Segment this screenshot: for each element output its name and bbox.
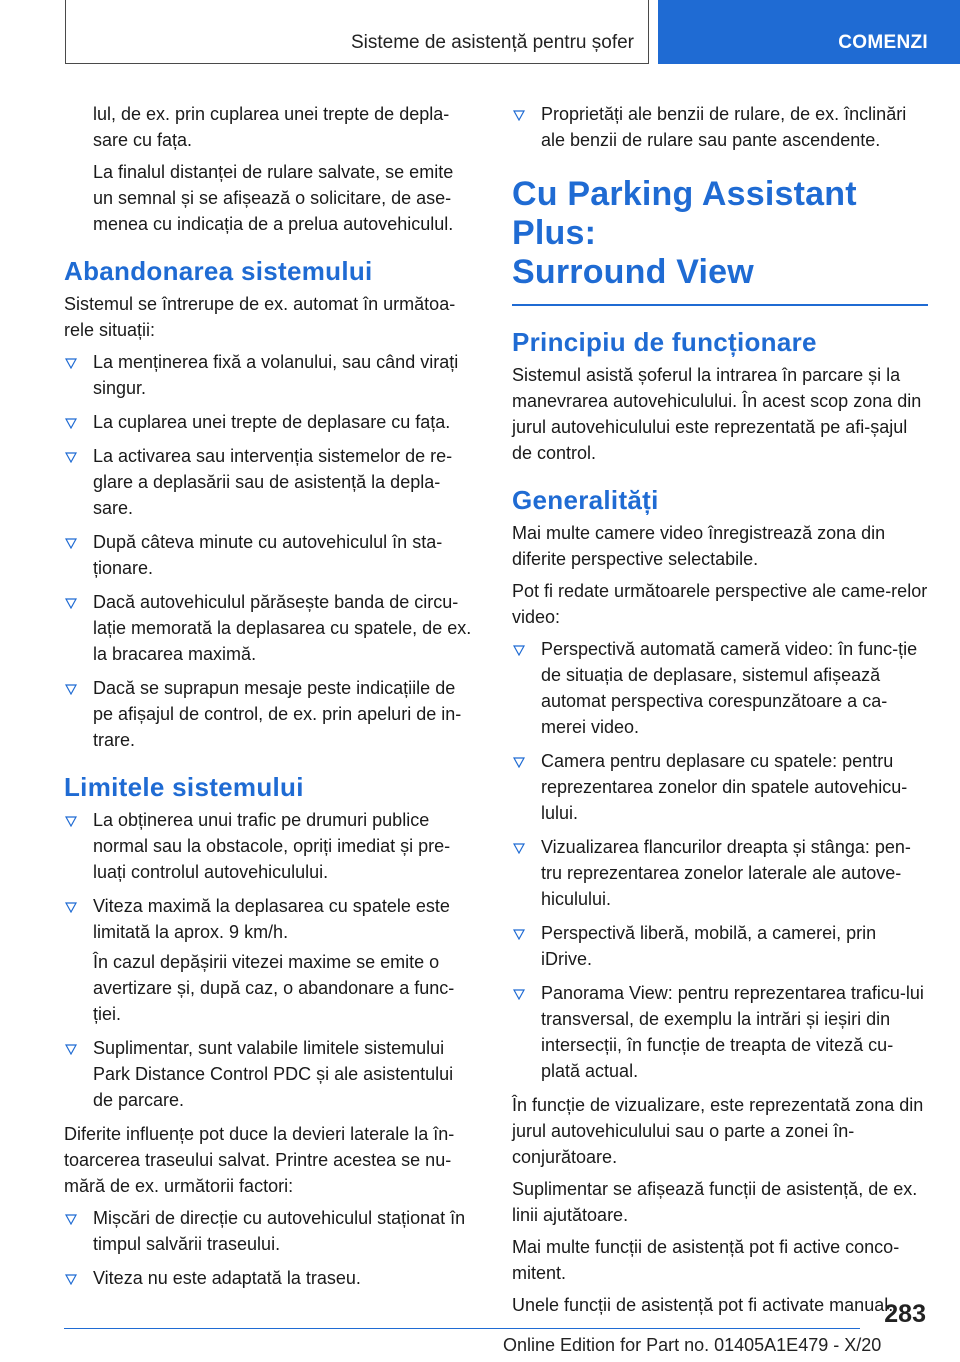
triangle-bullet-icon (513, 928, 525, 940)
list-item: Dacă se suprapun mesaje peste indicațiile de pe afișajul de control, de ex. prin apeluri de in-trare. (64, 675, 478, 753)
list-item: Panorama View: pentru reprezentarea traficu-lui transversal, de exemplu la intrări și ieșiri din intersecții, în funcție de treapta de viteză cu-plată actual. (512, 980, 928, 1084)
body-paragraph: Mai multe camere video înregistrează zona din diferite perspective selectabile. (512, 522, 886, 569)
body-paragraph: Diferite influențe pot duce la devieri laterale la în-toarcerea traseului salvat. Printre acestea se nu-mără de ex. următorii factori: (64, 1124, 455, 1196)
body-paragraph: Sistemul se întrerupe de ex. automat în următoa-rele situații: (64, 294, 456, 340)
bullet-list-continued (512, 101, 928, 153)
body-paragraph: În funcție de vizualizare, este reprezentată zona din jurul autovehiculului sau o parte a zonei în-conjurătoare. (512, 1094, 924, 1167)
header-section-box (65, 0, 649, 64)
triangle-bullet-icon (65, 1043, 77, 1055)
bullet-list-abandon (64, 349, 478, 753)
section-heading-abandon: Abandonarea sistemului (64, 256, 373, 286)
body-paragraph: Pot fi redate următoarele perspective ale came-relor video: (512, 580, 928, 627)
triangle-bullet-icon (65, 451, 77, 463)
list-item: Perspectivă liberă, mobilă, a camerei, prin iDrive. (512, 920, 928, 972)
header-tab-label: COMENZI (838, 32, 928, 53)
header-tab-comenzi[interactable] (658, 0, 960, 64)
body-paragraph: Sistemul asistă șoferul la intrarea în parcare și la manevrarea autovehiculului. În acest scop zona din jurul autovehiculului este reprezentată pe afi-șajul de control. (512, 364, 922, 463)
section-heading-principle: Principiu de funcționare (512, 326, 817, 357)
list-item: La menținerea fixă a volanului, sau când virați singur. (64, 349, 478, 401)
triangle-bullet-icon (513, 644, 525, 656)
list-item: Viteza nu este adaptată la traseu. (64, 1265, 478, 1291)
left-column (64, 101, 478, 1299)
triangle-bullet-icon (513, 842, 525, 854)
right-column (512, 101, 928, 1324)
footer-divider (64, 1328, 860, 1329)
list-item: Dacă autovehiculul părăsește banda de circu-lație memorată la deplasarea cu spatele, de ex. la bracarea maximă. (64, 589, 478, 667)
bullet-list-deviations (64, 1205, 478, 1291)
triangle-bullet-icon (513, 756, 525, 768)
body-paragraph: Suplimentar se afișează funcții de asistență, de ex. linii ajutătoare. (512, 1178, 918, 1225)
triangle-bullet-icon (65, 417, 77, 429)
intro-paragraph: La finalul distanței de rulare salvate, se emite un semnal și se afișează o solicitare, de ase-menea cu indicația de a prelua autovehiculul. (93, 162, 454, 234)
triangle-bullet-icon (65, 815, 77, 827)
list-item: Suplimentar, sunt valabile limitele sistemului Park Distance Control PDC și ale asistentului de parcare. (64, 1035, 478, 1113)
title-divider (512, 304, 928, 306)
page-number: 283 (884, 1300, 926, 1328)
triangle-bullet-icon (513, 988, 525, 1000)
bullet-list-limits (64, 807, 478, 1113)
list-item: Proprietăți ale benzii de rulare, de ex. înclinări ale benzii de rulare sau pante ascendente. (512, 101, 928, 153)
list-item: Mișcări de direcție cu autovehiculul staționat în timpul salvării traseului. (64, 1205, 478, 1257)
list-item: La cuplarea unei trepte de deplasare cu fața. (64, 409, 478, 435)
triangle-bullet-icon (65, 357, 77, 369)
triangle-bullet-icon (65, 1273, 77, 1285)
list-item: Perspectivă automată cameră video: în func-ție de situația de deplasare, sistemul afișează automat perspectiva corespunzătoare a ca-merei video. (512, 636, 928, 740)
list-item: Camera pentru deplasare cu spatele: pentru reprezentarea zonelor din spatele autovehicu-lului. (512, 748, 928, 826)
body-paragraph: Unele funcții de asistență pot fi activate manual. (512, 1294, 894, 1315)
triangle-bullet-icon (65, 901, 77, 913)
triangle-bullet-icon (65, 1213, 77, 1225)
section-heading-general: Generalități (512, 484, 659, 515)
list-item: După câteva minute cu autovehiculul în sta-ționare. (64, 529, 478, 581)
list-item: Vizualizarea flancurilor dreapta și stânga: pen-tru reprezentarea zonelor laterale ale autove-hiculului. (512, 834, 928, 912)
triangle-bullet-icon (513, 109, 525, 121)
chapter-title: Cu Parking Assistant Plus: Surround View (512, 175, 857, 291)
triangle-bullet-icon (65, 683, 77, 695)
header-section-title: Sisteme de asistență pentru șofer (350, 32, 634, 53)
list-item: La obținerea unui trafic pe drumuri publice normal sau la obstacole, opriți imediat și pre-luați controlul autovehiculului. (64, 807, 478, 885)
body-paragraph: Mai multe funcții de asistență pot fi active conco-mitent. (512, 1236, 900, 1283)
section-heading-limits: Limitele sistemului (64, 772, 304, 802)
triangle-bullet-icon (65, 597, 77, 609)
list-item: La activarea sau intervenția sistemelor de re-glare a deplasării sau de asistență la depla-sare. (64, 443, 478, 521)
bullet-list-perspectives (512, 636, 928, 1084)
list-item-subparagraph: În cazul depășirii vitezei maxime se emite o avertizare și, după caz, o abandonare a func-ției. (93, 952, 455, 1024)
intro-paragraph: lul, de ex. prin cuplarea unei trepte de depla-sare cu fața. (93, 104, 450, 150)
list-item: Viteza maximă la deplasarea cu spatele este limitată la aprox. 9 km/h. În cazul depășirii vitezei maxime se emite o avertizare și, după caz, o abandonare a func-ției. (64, 893, 478, 1027)
triangle-bullet-icon (65, 537, 77, 549)
footer-edition-text: Online Edition for Part no. 01405A1E479 - X/20 (503, 1335, 882, 1355)
